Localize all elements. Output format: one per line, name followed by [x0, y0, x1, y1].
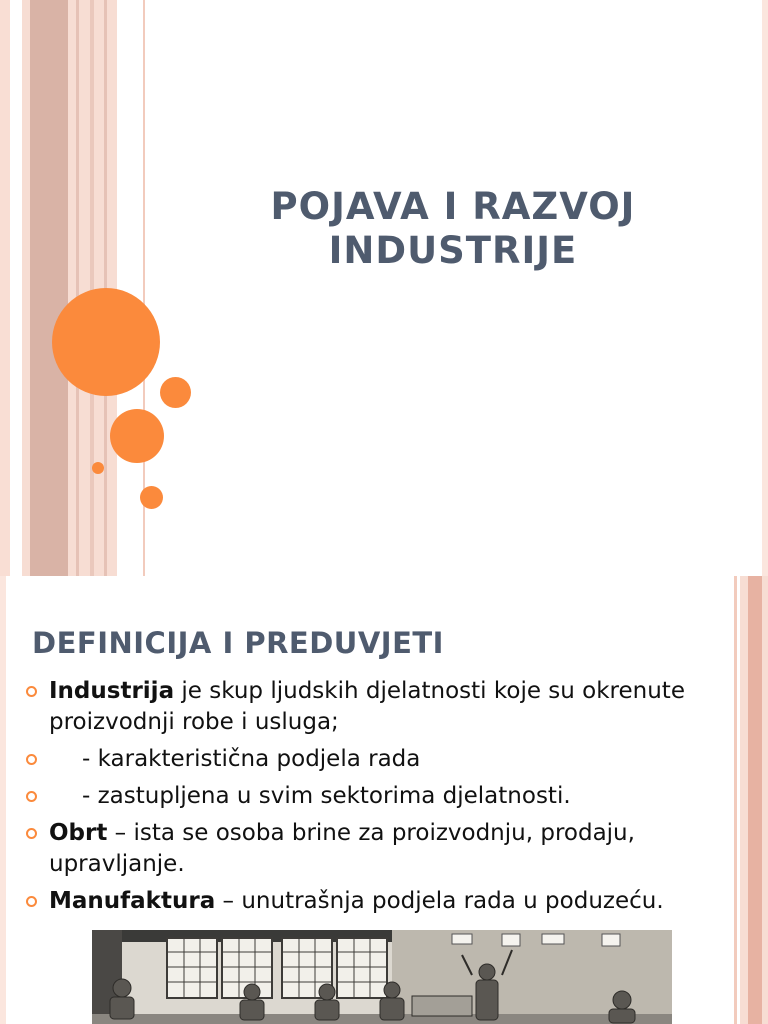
decorative-stripe — [0, 0, 10, 576]
bullet-item — [26, 818, 738, 880]
bullet-item — [26, 744, 738, 775]
decorative-circle-medium — [110, 409, 164, 463]
decorative-stripe — [90, 0, 94, 576]
bullet-circle-icon — [26, 828, 37, 839]
bullet-text: - zastupljena u svim sektorima djelatnosti. — [82, 783, 571, 809]
slide-title-line-1: POJAVA I RAZVOJ — [270, 185, 636, 228]
bullet-term: Manufaktura — [49, 888, 216, 914]
decorative-circle-tiny — [92, 462, 104, 474]
bullet-text: – ista se osoba brine za proizvodnju, prodaju, upravljanje. — [49, 820, 635, 877]
bullet-item — [26, 676, 738, 738]
decorative-stripe — [0, 576, 6, 1024]
content-slide — [0, 576, 768, 1024]
bullet-text: – unutrašnja podjela rada u poduzeću. — [215, 888, 664, 914]
bullet-text: - karakteristična podjela rada — [82, 746, 421, 772]
decorative-circle-large — [52, 288, 160, 396]
bullet-item — [26, 781, 738, 812]
bullet-circle-icon — [26, 754, 37, 765]
bullet-item — [26, 886, 738, 917]
bullet-circle-icon — [26, 791, 37, 802]
decorative-stripe — [762, 0, 768, 576]
decorative-stripe — [748, 576, 762, 1024]
bullet-term: Industrija — [49, 678, 175, 704]
engraving-drawing — [92, 930, 672, 1024]
slide-title-line-2: INDUSTRIJE — [328, 229, 578, 272]
slide-title — [170, 185, 736, 273]
decorative-stripe — [76, 0, 79, 576]
bullet-term: Obrt — [49, 820, 108, 846]
bullet-text: je skup ljudskih djelatnosti koje su okrenute proizvodnji robe i usluga; — [49, 678, 685, 735]
bullet-circle-icon — [26, 896, 37, 907]
bullet-list — [26, 676, 738, 923]
bullet-circle-icon — [26, 686, 37, 697]
decorative-stripe — [30, 0, 68, 576]
decorative-circle-small — [140, 486, 163, 509]
slide-heading: DEFINICIJA I PREDUVJETI — [32, 626, 444, 660]
manufactory-engraving-image — [92, 930, 672, 1024]
decorative-circle-small — [160, 377, 191, 408]
